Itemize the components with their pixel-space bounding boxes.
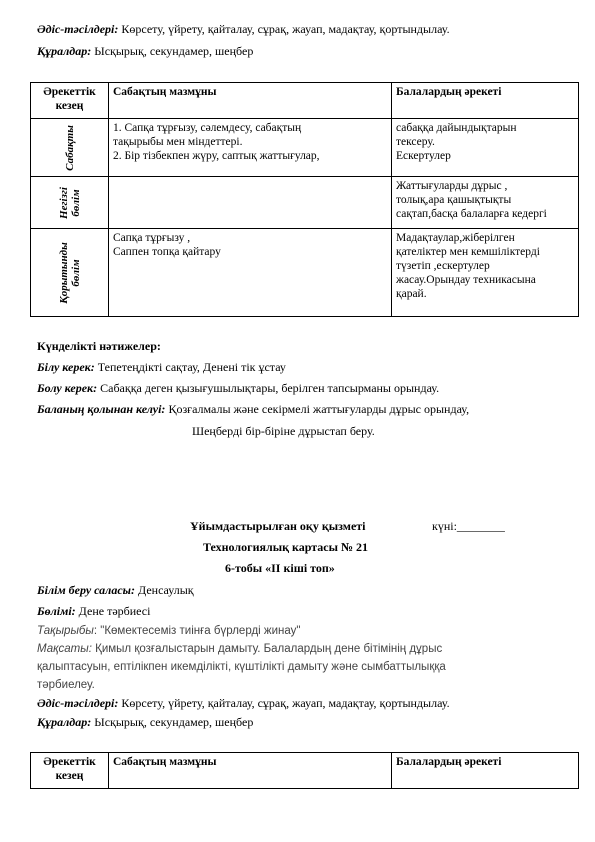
content-final-line: Сапқа тұрғызу ,	[113, 232, 191, 244]
goal-line-3: тәрбиелеу.	[37, 679, 95, 691]
tools-text-2: Ысқырық, секундамер, шеңбер	[91, 715, 254, 729]
action-final-line: түзетіп ,ескертулер	[396, 260, 490, 272]
know-label: Білу керек:	[37, 360, 95, 374]
stage-final-line1: Қорытынды	[57, 241, 70, 304]
can-label: Баланың қолынан келуі:	[37, 402, 166, 416]
header-stage: Әрекеттік кезең	[31, 83, 109, 119]
stage-final	[31, 229, 109, 317]
header-stage-2: Әрекеттік кезең	[31, 753, 109, 789]
methods-text-2: Көрсету, үйрету, қайталау, сұрақ, жауап, мадақтау, қортындылау.	[118, 696, 450, 710]
methods-line-2	[37, 696, 450, 711]
action-intro	[392, 119, 579, 177]
tools-text: Ысқырық, секундамер, шеңбер	[91, 44, 254, 58]
card-title: Технологиялық картасы № 21	[203, 540, 369, 554]
group-title: 6-тобы «ІІ кіші топ»	[225, 561, 335, 575]
be-line	[37, 381, 439, 396]
results-title: Күнделікті нәтижелер:	[37, 339, 161, 353]
goal-line-2: қалыптасуын, ептілікпен икемділікті, күштілікті дамыту және сымбаттылыққа	[37, 661, 446, 673]
lesson-table	[30, 82, 579, 317]
stage-main-label	[58, 187, 82, 219]
header-content: Сабақтың мазмұны	[109, 83, 392, 119]
header-content-2: Сабақтың мазмұны	[109, 753, 392, 789]
goal-label: Мақсаты:	[37, 643, 92, 655]
action-main-line: толық,ара қашықтықты	[396, 194, 512, 206]
action-final-line: Мадақтаулар,жіберілген	[396, 232, 515, 244]
be-label: Болу керек:	[37, 381, 98, 395]
stage-main-line2: бөлім	[69, 188, 82, 217]
section-label: Бөлімі:	[37, 604, 76, 618]
can-text-2: Шеңберді бір-біріне дұрыстап беру.	[192, 424, 375, 438]
lesson-table-2	[30, 752, 579, 789]
tools-line-2	[37, 715, 253, 730]
stage-intro	[31, 119, 109, 177]
action-intro-line: сабаққа дайындықтарын	[396, 122, 517, 134]
content-intro	[109, 119, 392, 177]
goal-text-1: Қимыл қозғалыстарын дамыту. Балалардың дене бітімінің дұрыс	[91, 643, 443, 655]
day-label: күні:________	[432, 519, 505, 533]
content-intro-line: тақырыбы мен міндеттері.	[113, 136, 243, 148]
stage-final-label	[58, 242, 82, 303]
content-intro-line: 2. Бір тізбекпен жүру, саптық жаттығулар,	[113, 150, 320, 162]
stage-main	[31, 177, 109, 229]
area-text: Денсаулық	[134, 583, 194, 597]
section-line	[37, 604, 150, 619]
stage-final-line2: бөлім	[69, 258, 82, 287]
action-final-line: қарай.	[396, 288, 427, 300]
know-line	[37, 360, 286, 375]
topic-text: : "Көмектесеміз тиінға бүрлерді жинау"	[93, 625, 301, 637]
tools-label: Құралдар:	[37, 44, 92, 58]
can-text-1: Қозғалмалы және секірмелі жаттығуларды дұрыс орындау,	[165, 402, 470, 416]
methods-text: Көрсету, үйрету, қайталау, сұрақ, жауап, мадақтау, қортындылау.	[118, 22, 450, 36]
action-intro-line: Ескертулер	[396, 150, 451, 162]
goal-line-1	[37, 642, 442, 657]
tools-line	[37, 44, 253, 59]
topic-label: Тақырыбы	[37, 625, 94, 637]
can-line	[37, 402, 469, 417]
stage-intro-label: Сабақты	[63, 124, 76, 171]
area-line	[37, 583, 194, 598]
be-text: Сабаққа деген қызығушылықтары, берілген тапсырманы орындау.	[97, 381, 440, 395]
methods-label-2: Әдіс-тәсілдері:	[37, 696, 119, 710]
know-text: Тепетеңдікті сақтау, Денені тік ұстау	[94, 360, 286, 374]
org-activity-title: Ұйымдастырылған оқу қызметі	[190, 519, 366, 533]
topic-line	[37, 624, 300, 639]
content-intro-line: 1. Сапқа тұрғызу, сәлемдесу, сабақтың	[113, 122, 302, 134]
methods-label: Әдіс-тәсілдері:	[37, 22, 119, 36]
action-main-line: сақтап,басқа балаларға кедергі	[396, 208, 547, 220]
content-final	[109, 229, 392, 317]
stage-main-line1: Негізгі	[57, 186, 70, 219]
header-action: Балалардың әрекеті	[392, 83, 579, 119]
area-label: Білім беру саласы:	[37, 583, 135, 597]
action-final-line: қателіктер мен кемшіліктерді	[396, 246, 540, 258]
action-main-line: Жаттығуларды дұрыс ,	[396, 180, 508, 192]
content-final-line: Саппен топқа қайтару	[113, 246, 221, 258]
action-main	[392, 177, 579, 229]
section-text: Дене тәрбиесі	[75, 604, 151, 618]
content-main	[109, 177, 392, 229]
action-final-line: жасау.Орындау техникасына	[396, 274, 536, 286]
action-final	[392, 229, 579, 317]
methods-line	[37, 22, 450, 37]
header-action-2: Балалардың әрекеті	[392, 753, 579, 789]
action-intro-line: тексеру.	[396, 136, 435, 148]
tools-label-2: Құралдар:	[37, 715, 92, 729]
